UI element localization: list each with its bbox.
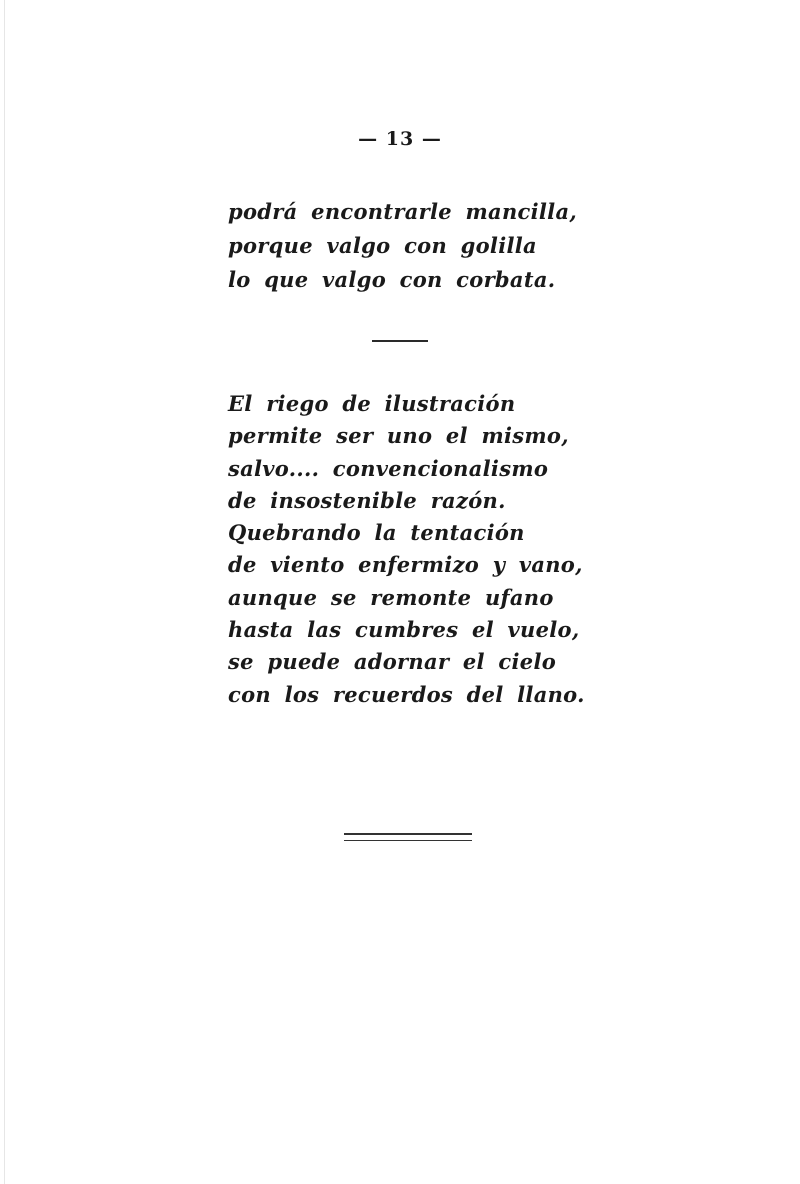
verse-line: se puede adornar el cielo: [228, 649, 557, 675]
verse-line: aunque se remonte ufano: [228, 584, 554, 610]
page-edge: [4, 0, 5, 1184]
verse-line: permite ser uno el mismo,: [228, 423, 569, 449]
verse-line: lo que valgo con corbata.: [228, 267, 556, 292]
stanza-1: [228, 195, 577, 297]
page-number: — 13 —: [358, 128, 442, 150]
verse-line: podrá encontrarle mancilla,: [228, 199, 577, 224]
end-rule-top: [344, 833, 472, 835]
verse-line: El riego de ilustración: [228, 391, 516, 416]
verse-line: de viento enfermizo y vano,: [228, 552, 583, 578]
verse-line: salvo.... convencionalismo: [228, 455, 549, 481]
section-divider: [372, 340, 428, 342]
verse-line: porque valgo con golilla: [228, 233, 537, 258]
verse-line: con los recuerdos del llano.: [228, 681, 585, 707]
stanza-2: [228, 388, 585, 711]
verse-line: de insostenible razón.: [228, 487, 506, 513]
end-rule-bottom: [344, 840, 472, 841]
verse-line: hasta las cumbres el vuelo,: [228, 617, 580, 643]
verse-line: Quebrando la tentación: [228, 520, 525, 546]
